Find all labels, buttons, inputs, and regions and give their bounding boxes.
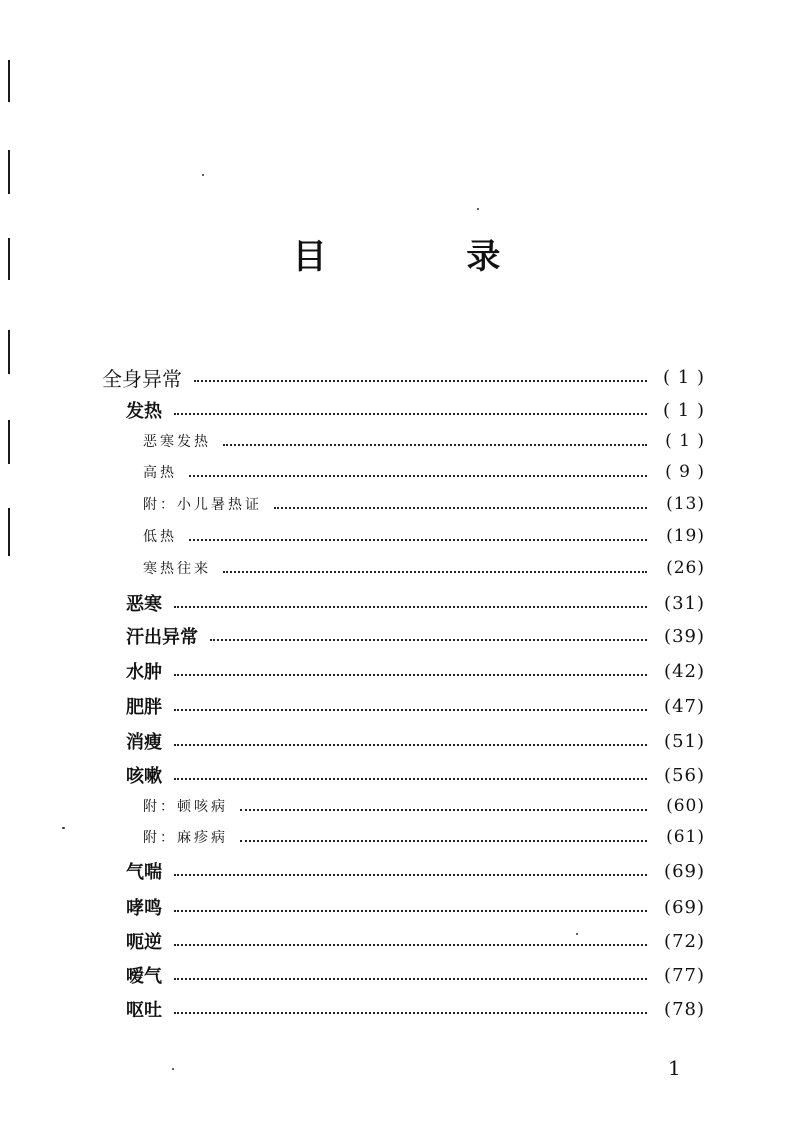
toc-entry-page: (31) xyxy=(664,592,705,614)
toc-entry[interactable] xyxy=(143,523,705,549)
toc-entry[interactable] xyxy=(143,824,705,850)
page-title: 目 录 xyxy=(292,237,565,277)
dot-leader xyxy=(240,840,647,842)
toc-entry-label: 恶寒 xyxy=(126,594,162,615)
toc-entry-label: 附：顿咳病 xyxy=(143,799,228,815)
toc-entry-page: (61) xyxy=(666,827,705,847)
dot-leader xyxy=(223,571,647,573)
toc-entry-label: 恶寒发热 xyxy=(143,434,211,450)
page-number: 1 xyxy=(668,1056,681,1080)
toc-entry-label: 寒热往来 xyxy=(143,561,211,577)
scan-speck xyxy=(62,827,65,829)
dot-leader xyxy=(174,709,647,711)
toc-entry-label: 低热 xyxy=(143,529,177,545)
dot-leader xyxy=(174,978,647,980)
toc-entry-label: 呃逆 xyxy=(126,932,162,953)
toc-entry[interactable] xyxy=(126,928,705,954)
toc-entry[interactable] xyxy=(143,555,705,581)
toc-entry[interactable] xyxy=(126,894,705,920)
toc-entry-page: (77) xyxy=(664,964,705,986)
toc-entry[interactable] xyxy=(126,762,705,788)
toc-entry[interactable] xyxy=(126,693,705,719)
scan-speck xyxy=(477,208,479,210)
dot-leader xyxy=(210,639,647,641)
toc-entry-page: ( 1 ) xyxy=(665,431,705,451)
toc-entry[interactable] xyxy=(126,658,705,684)
toc-entry-label: 哮鸣 xyxy=(126,898,162,919)
toc-entry-page: (26) xyxy=(666,558,705,578)
dot-leader xyxy=(274,507,647,509)
toc-entry[interactable] xyxy=(143,793,705,819)
toc-entry-page: (72) xyxy=(664,930,705,952)
dot-leader xyxy=(174,413,647,415)
toc-entry-label: 附：麻疹病 xyxy=(143,830,228,846)
toc-entry-label: 水肿 xyxy=(126,662,162,683)
binding-mark xyxy=(8,508,10,556)
toc-entry-page: ( 1 ) xyxy=(663,366,705,388)
toc-entry[interactable] xyxy=(143,491,705,517)
toc-entry-page: (69) xyxy=(664,860,705,882)
toc-entry-page: (47) xyxy=(664,695,705,717)
scan-speck xyxy=(172,1068,174,1070)
toc-entry-page: (69) xyxy=(664,896,705,918)
binding-mark xyxy=(8,150,10,194)
toc-entry-label: 肥胖 xyxy=(126,697,162,718)
toc-entry-label: 嗳气 xyxy=(126,966,162,987)
dot-leader xyxy=(174,1012,647,1014)
toc-entry[interactable] xyxy=(126,858,705,884)
toc-entry[interactable] xyxy=(143,459,705,485)
toc-entry-label: 发热 xyxy=(126,401,162,422)
toc-entry-label: 气喘 xyxy=(126,862,162,883)
toc-entry-label: 汗出异常 xyxy=(126,627,198,648)
toc-entry[interactable] xyxy=(126,728,705,754)
dot-leader xyxy=(189,539,647,541)
toc-entry-label: 呕吐 xyxy=(126,1000,162,1021)
toc-entry[interactable] xyxy=(126,996,705,1022)
toc-entry-page: ( 1 ) xyxy=(663,399,705,421)
toc-entry[interactable] xyxy=(126,962,705,988)
toc-entry-page: (42) xyxy=(664,660,705,682)
toc-entry-page: (78) xyxy=(664,998,705,1020)
dot-leader xyxy=(174,874,647,876)
dot-leader xyxy=(174,744,647,746)
dot-leader xyxy=(174,674,647,676)
toc-entry-label: 附：小儿暑热证 xyxy=(143,497,262,513)
toc-entry-page: (56) xyxy=(664,764,705,786)
dot-leader xyxy=(223,444,647,446)
dot-leader xyxy=(189,475,647,477)
dot-leader xyxy=(194,380,647,382)
dot-leader xyxy=(174,778,647,780)
toc-entry[interactable] xyxy=(143,428,705,454)
toc-entry-page: (13) xyxy=(666,494,705,514)
toc-entry-page: (19) xyxy=(666,526,705,546)
toc-entry-page: ( 9 ) xyxy=(665,462,705,482)
toc-entry[interactable] xyxy=(102,364,705,390)
binding-mark xyxy=(8,420,10,464)
toc-entry-label: 咳嗽 xyxy=(126,766,162,787)
scan-speck xyxy=(202,174,204,176)
toc-entry-label: 高热 xyxy=(143,465,177,481)
toc-entry-label: 消瘦 xyxy=(126,732,162,753)
dot-leader xyxy=(174,606,647,608)
binding-mark xyxy=(8,60,10,102)
toc-entry[interactable] xyxy=(126,590,705,616)
toc-entry-label: 全身异常 xyxy=(102,366,182,391)
dot-leader xyxy=(174,910,647,912)
toc-entry-page: (39) xyxy=(664,625,705,647)
toc-entry-page: (60) xyxy=(666,796,705,816)
dot-leader xyxy=(174,944,647,946)
toc-entry-page: (51) xyxy=(664,730,705,752)
toc-entry[interactable] xyxy=(126,623,705,649)
toc-entry[interactable] xyxy=(126,397,705,423)
binding-mark xyxy=(8,330,10,374)
dot-leader xyxy=(240,809,647,811)
